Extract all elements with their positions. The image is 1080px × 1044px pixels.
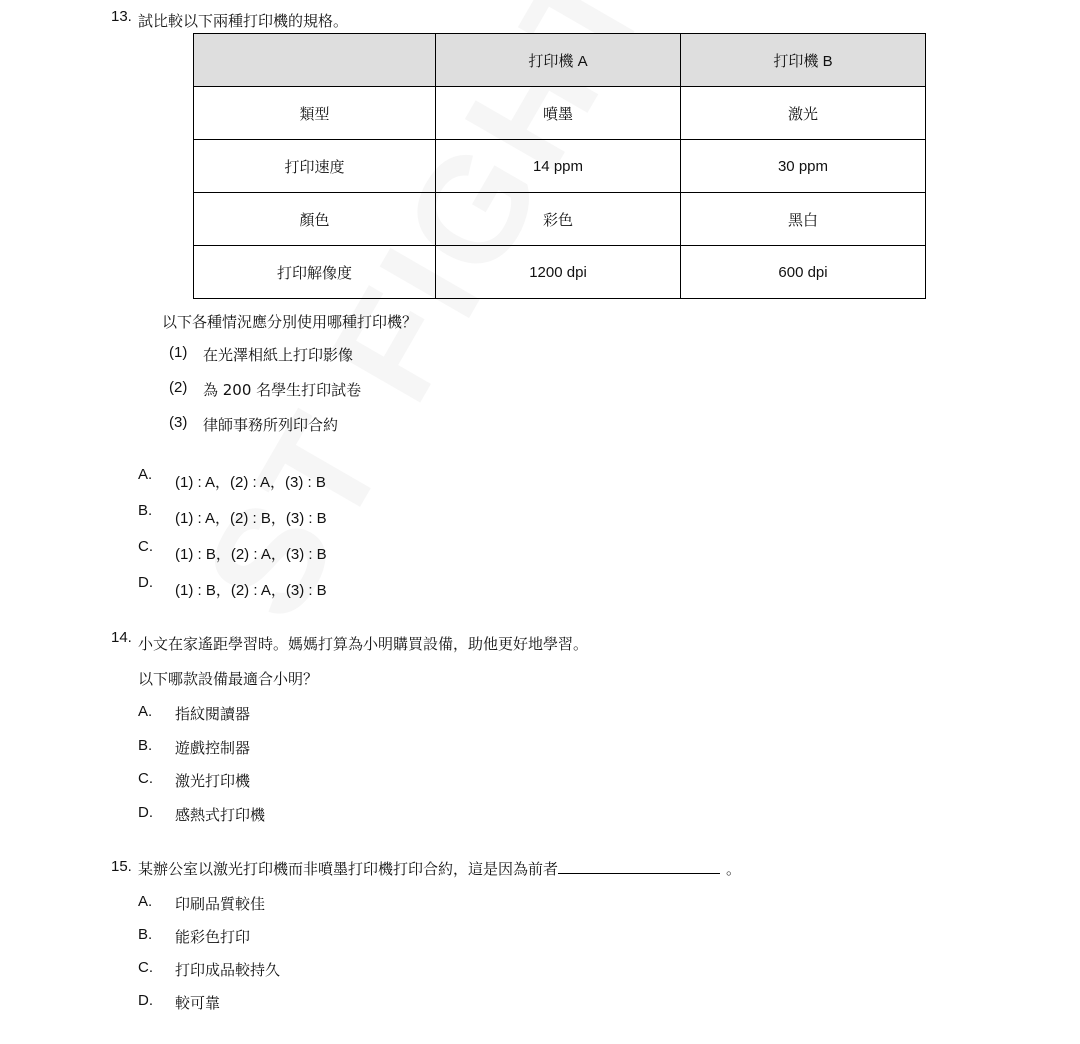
situation-3-text: 律師事務所列印合約 [203, 416, 339, 434]
table-row [194, 246, 926, 299]
table-cell: 600 dpi [681, 246, 926, 299]
table-cell: 類型 [194, 87, 436, 140]
question-15-stem-end: 。 [726, 860, 742, 878]
q15-option-a-letter[interactable]: A. [138, 893, 153, 910]
question-14-number: 14. [111, 629, 132, 646]
q15-option-b-text[interactable]: 能彩色打印 [175, 928, 251, 946]
q15-option-a-text[interactable]: 印刷品質較佳 [175, 895, 266, 913]
q14-option-a-text[interactable]: 指紋閱讀器 [175, 705, 251, 723]
q13-option-c-letter[interactable]: C. [138, 538, 153, 555]
q13-option-d-letter[interactable]: D. [138, 574, 153, 591]
table-cell: 彩色 [436, 193, 681, 246]
table-cell: 激光 [681, 87, 926, 140]
q14-option-b-text[interactable]: 遊戲控制器 [175, 739, 251, 757]
table-row [194, 193, 926, 246]
q13-option-a-text[interactable]: (1) : A，(2) : A，(3) : B [175, 474, 326, 491]
situation-2-number: (2) [169, 379, 188, 396]
answer-blank [558, 859, 720, 874]
table-cell: 14 ppm [436, 140, 681, 193]
q14-option-a-letter[interactable]: A. [138, 703, 153, 720]
situation-3-number: (3) [169, 414, 188, 431]
question-14-prompt: 以下哪款設備最適合小明？ [138, 670, 319, 688]
table-header-cell [194, 34, 436, 87]
question-15-stem-text: 某辦公室以激光打印機而非噴墨打印機打印合約，這是因為前者 [138, 860, 559, 878]
q14-option-d-letter[interactable]: D. [138, 804, 153, 821]
table-row [194, 87, 926, 140]
q15-option-c-letter[interactable]: C. [138, 959, 153, 976]
q13-option-c-text[interactable]: (1) : B，(2) : A，(3) : B [175, 546, 327, 563]
question-15-stem [138, 858, 741, 879]
question-13-stem: 試比較以下兩種打印機的規格。 [138, 12, 349, 30]
situation-1-number: (1) [169, 344, 188, 361]
situation-1-text: 在光澤相紙上打印影像 [203, 346, 354, 364]
printer-spec-table [193, 33, 926, 299]
q14-option-c-text[interactable]: 激光打印機 [175, 772, 251, 790]
question-13-number: 13. [111, 8, 132, 25]
q13-option-b-text[interactable]: (1) : A，(2) : B，(3) : B [175, 510, 327, 527]
q14-option-b-letter[interactable]: B. [138, 737, 153, 754]
q13-option-b-letter[interactable]: B. [138, 502, 153, 519]
question-15-number: 15. [111, 858, 132, 875]
table-cell: 30 ppm [681, 140, 926, 193]
situation-2-text: 為 200 名學生打印試卷 [203, 381, 362, 399]
q15-option-d-letter[interactable]: D. [138, 992, 153, 1009]
table-cell: 黑白 [681, 193, 926, 246]
table-cell: 噴墨 [436, 87, 681, 140]
q14-option-c-letter[interactable]: C. [138, 770, 153, 787]
q15-option-c-text[interactable]: 打印成品較持久 [175, 961, 281, 979]
q13-option-a-letter[interactable]: A. [138, 466, 153, 483]
table-cell: 顏色 [194, 193, 436, 246]
table-header-cell: 打印機 B [681, 34, 926, 87]
question-13-prompt: 以下各種情況應分別使用哪種打印機？ [162, 313, 418, 331]
q13-option-d-text[interactable]: (1) : B，(2) : A，(3) : B [175, 582, 327, 599]
table-header-row [194, 34, 926, 87]
question-14-stem: 小文在家遙距學習時。媽媽打算為小明購買設備，助他更好地學習。 [138, 635, 589, 653]
q14-option-d-text[interactable]: 感熱式打印機 [175, 806, 266, 824]
table-cell: 打印解像度 [194, 246, 436, 299]
q15-option-d-text[interactable]: 較可靠 [175, 994, 221, 1012]
table-header-cell: 打印機 A [436, 34, 681, 87]
table-cell: 1200 dpi [436, 246, 681, 299]
table-row [194, 140, 926, 193]
table-cell: 打印速度 [194, 140, 436, 193]
q15-option-b-letter[interactable]: B. [138, 926, 153, 943]
